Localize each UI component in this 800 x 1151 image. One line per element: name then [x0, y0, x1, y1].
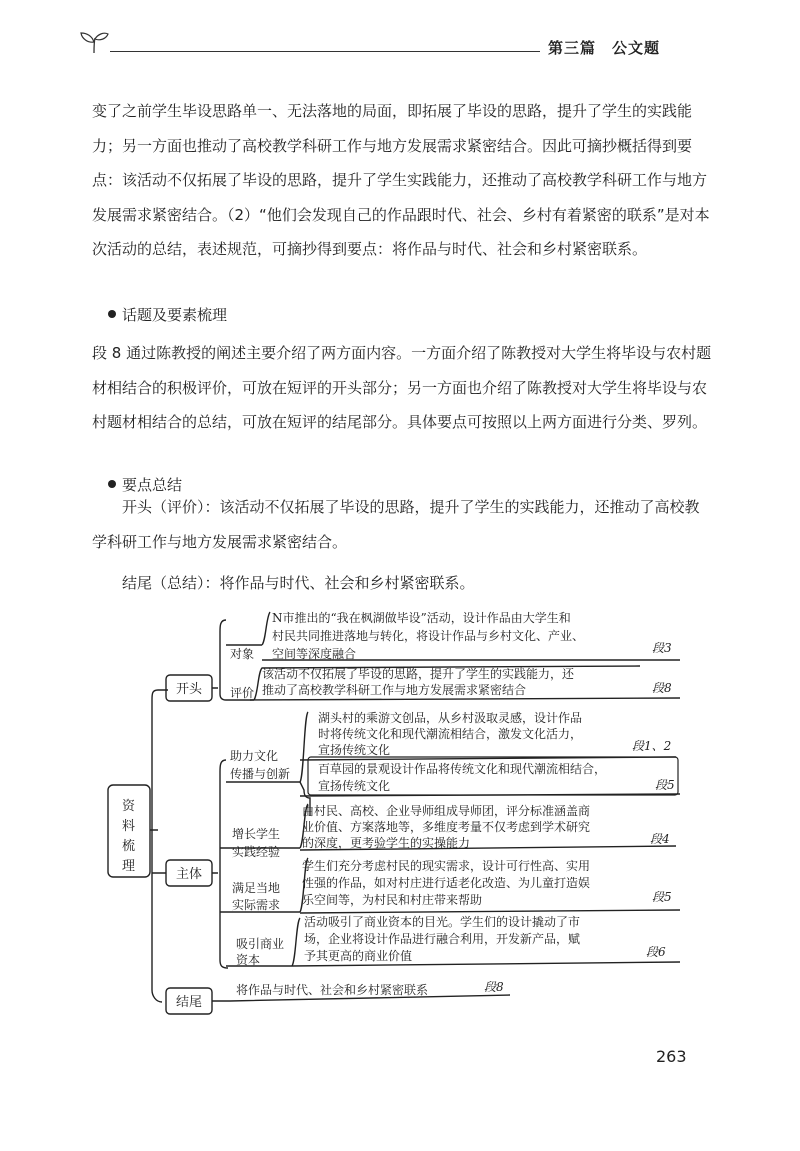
page-number: 263 [656, 1047, 687, 1066]
bullet-summary-label: 要点总结 [122, 476, 183, 494]
duixiang-line-3: 空间等深度融合 [272, 647, 357, 661]
root-label-4: 理 [122, 859, 136, 874]
chuancheng-a-line-1: 湖头村的乘游文创品，从乡村汲取灵感，设计作品 [318, 711, 583, 725]
xuqiu-ref: 段5 [652, 890, 672, 904]
ziben-line-2: 场，企业将设计作品进行融合利用，开发新产品，赋 [304, 932, 581, 946]
duixiang-ref: 段3 [652, 641, 672, 655]
kaitou-label: 开头 [176, 682, 203, 697]
ziben-ref: 段6 [646, 945, 666, 959]
section-title: 第三篇 公文题 [548, 39, 661, 57]
zhuti-label: 主体 [176, 867, 203, 882]
xuqiu-label-1: 满足当地 [232, 881, 281, 895]
jingyan-line-1: 由村民、高校、企业导师组成导师团，评分标准涵盖商 [302, 804, 591, 818]
jingyan-label-2: 实践经验 [232, 845, 281, 859]
chuancheng-a-line-3: 宣扬传统文化 [318, 743, 391, 757]
duixiang-line-2: 村民共同推进落地与转化，将设计作品与乡村文化、产业、 [272, 629, 585, 643]
root-label-3: 梳 [122, 839, 136, 854]
ziben-label-1: 吸引商业 [236, 937, 285, 951]
ziben-line-1: 活动吸引了商业资本的目光。学生们的设计撬动了市 [304, 915, 581, 929]
pingjia-line-2: 推动了高校教学科研工作与地方发展需求紧密结合 [262, 683, 527, 697]
jiewei-label: 结尾 [176, 995, 203, 1010]
xuqiu-label-2: 实际需求 [232, 898, 281, 912]
ziben-label-2: 资本 [236, 953, 261, 967]
paragraph-1: 变了之前学生毕设思路单一、无法落地的局面，即拓展了毕设的思路，提升了学生的实践能力；另一方面也推动了高校教学科研工作与地方发展需求紧密结合。因此可摘抄概括得到要点：该活动不仅拓展了毕设的思路，提升了学生实践能力，还推动了高校教学科研工作与地方发展需求紧密结合。（2）“他们会发现自己的作品跟时代、社会、乡村有着紧密的联系”是对本次活动的总结，表述规范，可摘抄得到要点：将作品与时代、社会和乡村紧密联系。 [92, 102, 710, 258]
chuancheng-b-ref: 段5 [655, 778, 675, 792]
root-label-2: 料 [122, 819, 136, 834]
pingjia-ref: 段8 [652, 681, 672, 695]
chuancheng-a-ref: 段1、2 [632, 739, 672, 753]
xuqiu-line-1: 学生们充分考虑村民的现实需求，设计可行性高、实用 [302, 859, 591, 873]
jingyan-line-2: 业价值、方案落地等，多维度考量不仅考虑到学术研究 [302, 820, 591, 834]
ziben-line-3: 予其更高的商业价值 [304, 949, 413, 963]
chuancheng-b-line-1: 百草园的景观设计作品将传统文化和现代潮流相结合， [318, 762, 607, 776]
pingjia-line-1: 该活动不仅拓展了毕设的思路，提升了学生的实践能力，还 [262, 667, 575, 681]
root-label-1: 资 [122, 799, 136, 814]
chuancheng-b-line-2: 宣扬传统文化 [318, 779, 391, 793]
paragraph-3: 开头（评价）：该活动不仅拓展了毕设的思路，提升了学生的实践能力，还推动了高校教学科研工作与地方发展需求紧密结合。 [92, 498, 700, 551]
xuqiu-line-3: 乐空间等，为村民和村庄带来帮助 [302, 893, 483, 907]
bullet-topic-label: 话题及要素梳理 [122, 306, 228, 324]
chuancheng-label-2: 传播与创新 [230, 767, 291, 781]
xuqiu-line-2: 性强的作品，如对村庄进行适老化改造、为儿童打造娱 [302, 876, 591, 890]
jiewei-text: 将作品与时代、社会和乡村紧密联系 [236, 983, 429, 997]
pingjia-label: 评价 [230, 686, 255, 700]
jingyan-label-1: 增长学生 [232, 827, 281, 841]
chuancheng-a-line-2: 时将传统文化和现代潮流相结合，激发文化活力， [318, 727, 583, 741]
jingyan-ref: 段4 [650, 832, 670, 846]
paragraph-4: 结尾（总结）：将作品与时代、社会和乡村紧密联系。 [122, 574, 475, 592]
duixiang-label: 对象 [230, 647, 255, 661]
paragraph-2: 段 8 通过陈教授的阐述主要介绍了两方面内容。一方面介绍了陈教授对大学生将毕设与农村题材相结合的积极评价，可放在短评的开头部分；另一方面也介绍了陈教授对大学生将毕设与农村题材相结合的总结，可放在短评的结尾部分。具体要点可按照以上两方面进行分类、罗列。 [92, 344, 712, 431]
duixiang-line-1: N市推出的“我在枫湖做毕设”活动，设计作品由大学生和 [272, 611, 571, 625]
jingyan-line-3: 的深度，更考验学生的实操能力 [302, 836, 471, 850]
chuancheng-label-1: 助力文化 [230, 749, 279, 763]
jiewei-ref: 段8 [484, 980, 504, 994]
